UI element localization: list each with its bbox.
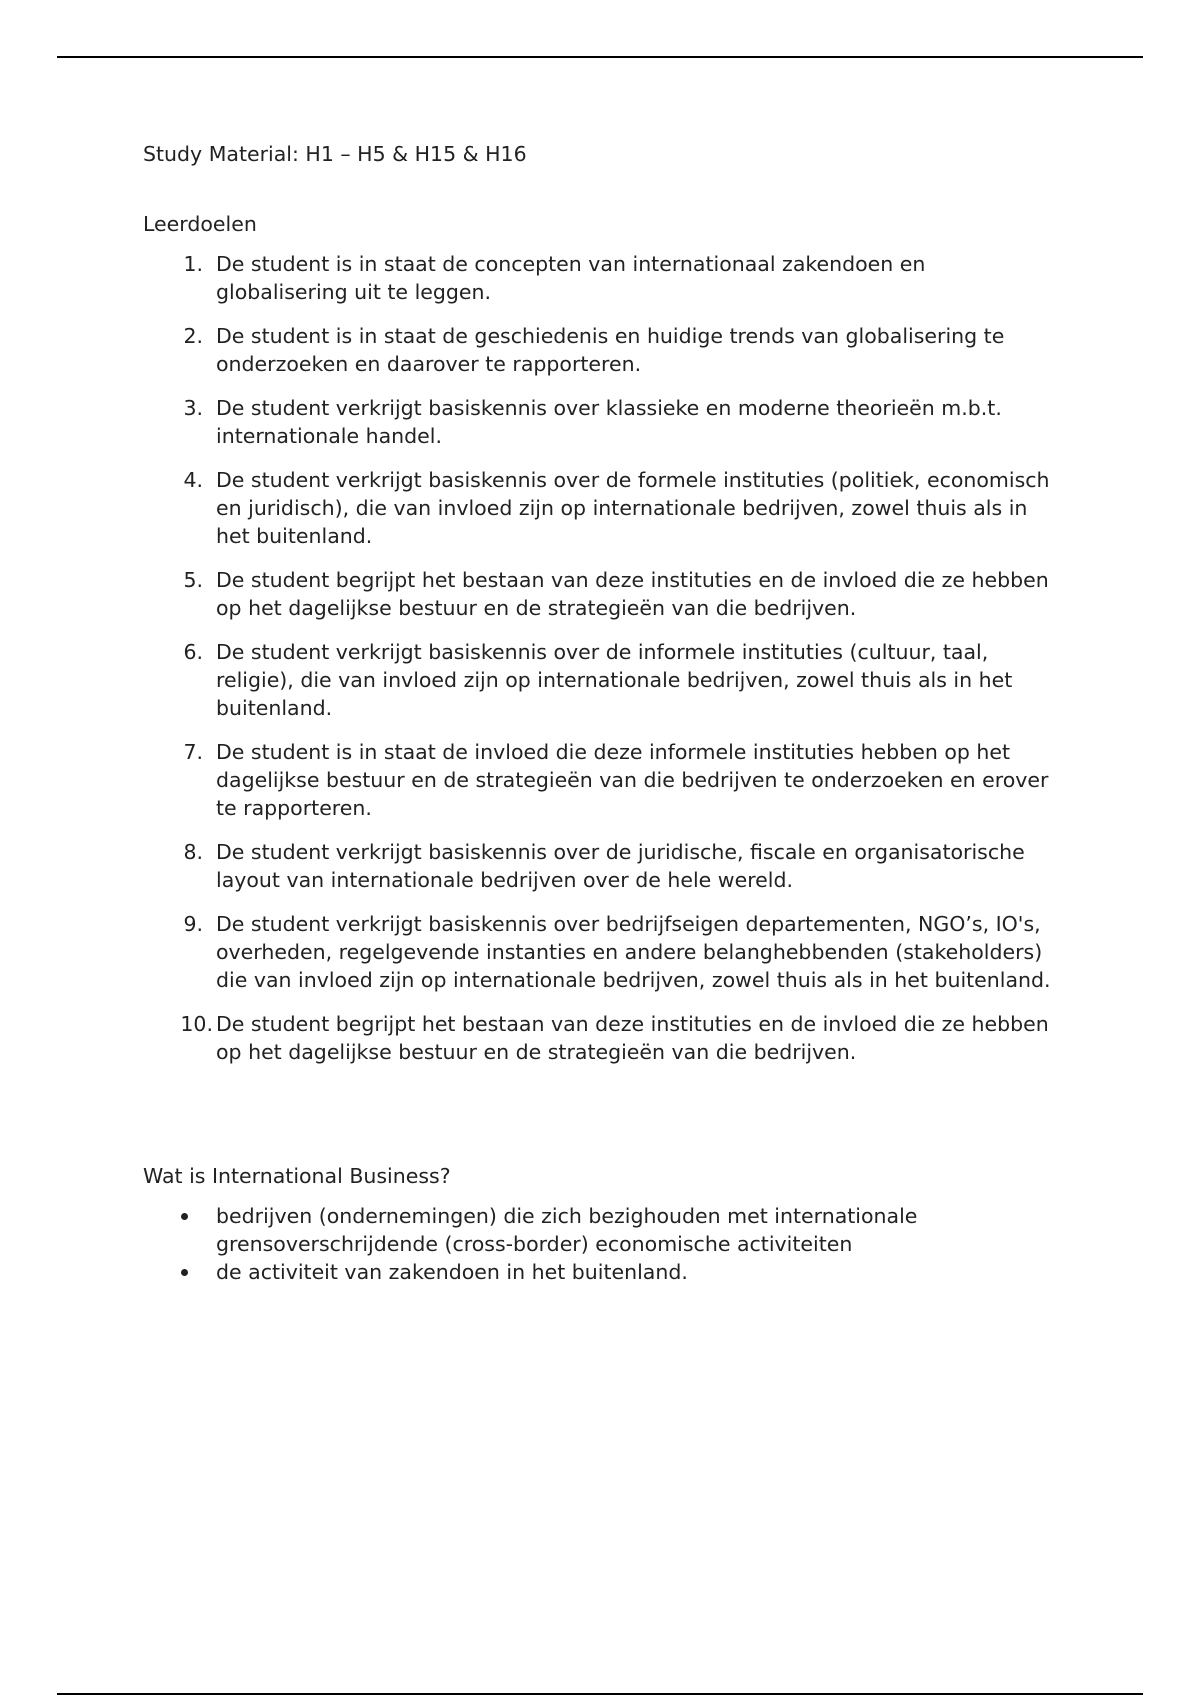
goals-list xyxy=(143,250,1063,1066)
document-title: Study Material: H1 – H5 & H15 & H16 xyxy=(143,142,527,166)
bullet-icon xyxy=(181,1269,188,1276)
list-number: 1. xyxy=(183,252,203,276)
list-item-text: De student is in staat de geschiedenis en huidige trends van globalisering te onderzoeken en daarover te rapporteren. xyxy=(216,324,1005,376)
bullet-icon xyxy=(181,1213,188,1220)
list-item-text: De student is in staat de concepten van internationaal zakendoen en globalisering uit te leggen. xyxy=(216,252,926,304)
footer-rule xyxy=(57,1693,1143,1695)
list-item xyxy=(143,1202,1063,1258)
list-item xyxy=(143,738,1063,822)
list-item-text: De student verkrijgt basiskennis over de juridische, fiscale en organisatorische layout van internationale bedrijven over de hele wereld. xyxy=(216,840,1025,892)
list-number: 10. xyxy=(180,1012,213,1036)
bullet-list xyxy=(143,1202,1063,1286)
list-item-text: bedrijven (ondernemingen) die zich bezighouden met internationale grensoverschrijdende (cross-border) economische activiteiten xyxy=(216,1204,918,1256)
list-number: 9. xyxy=(183,912,203,936)
list-item xyxy=(143,566,1063,622)
list-number: 5. xyxy=(183,568,203,592)
list-item-text: De student verkrijgt basiskennis over de formele instituties (politiek, economisch en juridisch), die van invloed zijn op internationale bedrijven, zowel thuis als in het buitenland. xyxy=(216,468,1050,548)
page-content xyxy=(143,140,1063,1286)
list-item xyxy=(143,910,1063,994)
list-item xyxy=(143,322,1063,378)
list-item-text: De student verkrijgt basiskennis over bedrijfseigen departementen, NGO’s, IO's, overheden, regelgevende instanties en andere belanghebbenden (stakeholders) die van invloed zijn op internationale bedrijven, zowel thuis als in het buitenland. xyxy=(216,912,1051,992)
list-item xyxy=(143,250,1063,306)
list-number: 6. xyxy=(183,640,203,664)
list-item xyxy=(143,394,1063,450)
list-item-text: De student begrijpt het bestaan van deze instituties en de invloed die ze hebben op het dagelijkse bestuur en de strategieën van die bedrijven. xyxy=(216,568,1049,620)
list-number: 8. xyxy=(183,840,203,864)
list-number: 7. xyxy=(183,740,203,764)
list-item xyxy=(143,838,1063,894)
list-number: 3. xyxy=(183,396,203,420)
list-item-text: De student verkrijgt basiskennis over de informele instituties (cultuur, taal, religie), die van invloed zijn op internationale bedrijven, zowel thuis als in het buitenland. xyxy=(216,640,1013,720)
list-item-text: De student verkrijgt basiskennis over klassieke en moderne theorieën m.b.t. internationale handel. xyxy=(216,396,1002,448)
list-item xyxy=(143,1010,1063,1066)
header-rule xyxy=(57,56,1143,58)
goals-heading: Leerdoelen xyxy=(143,212,257,236)
list-item-text: de activiteit van zakendoen in het buitenland. xyxy=(216,1260,688,1284)
list-item-text: De student is in staat de invloed die deze informele instituties hebben op het dagelijkse bestuur en de strategieën van die bedrijven te onderzoeken en erover te rapporteren. xyxy=(216,740,1049,820)
list-item xyxy=(143,638,1063,722)
list-item-text: De student begrijpt het bestaan van deze instituties en de invloed die ze hebben op het dagelijkse bestuur en de strategieën van die bedrijven. xyxy=(216,1012,1049,1064)
section-heading: Wat is International Business? xyxy=(143,1164,451,1188)
list-item xyxy=(143,466,1063,550)
list-number: 4. xyxy=(183,468,203,492)
list-item xyxy=(143,1258,1063,1286)
list-number: 2. xyxy=(183,324,203,348)
